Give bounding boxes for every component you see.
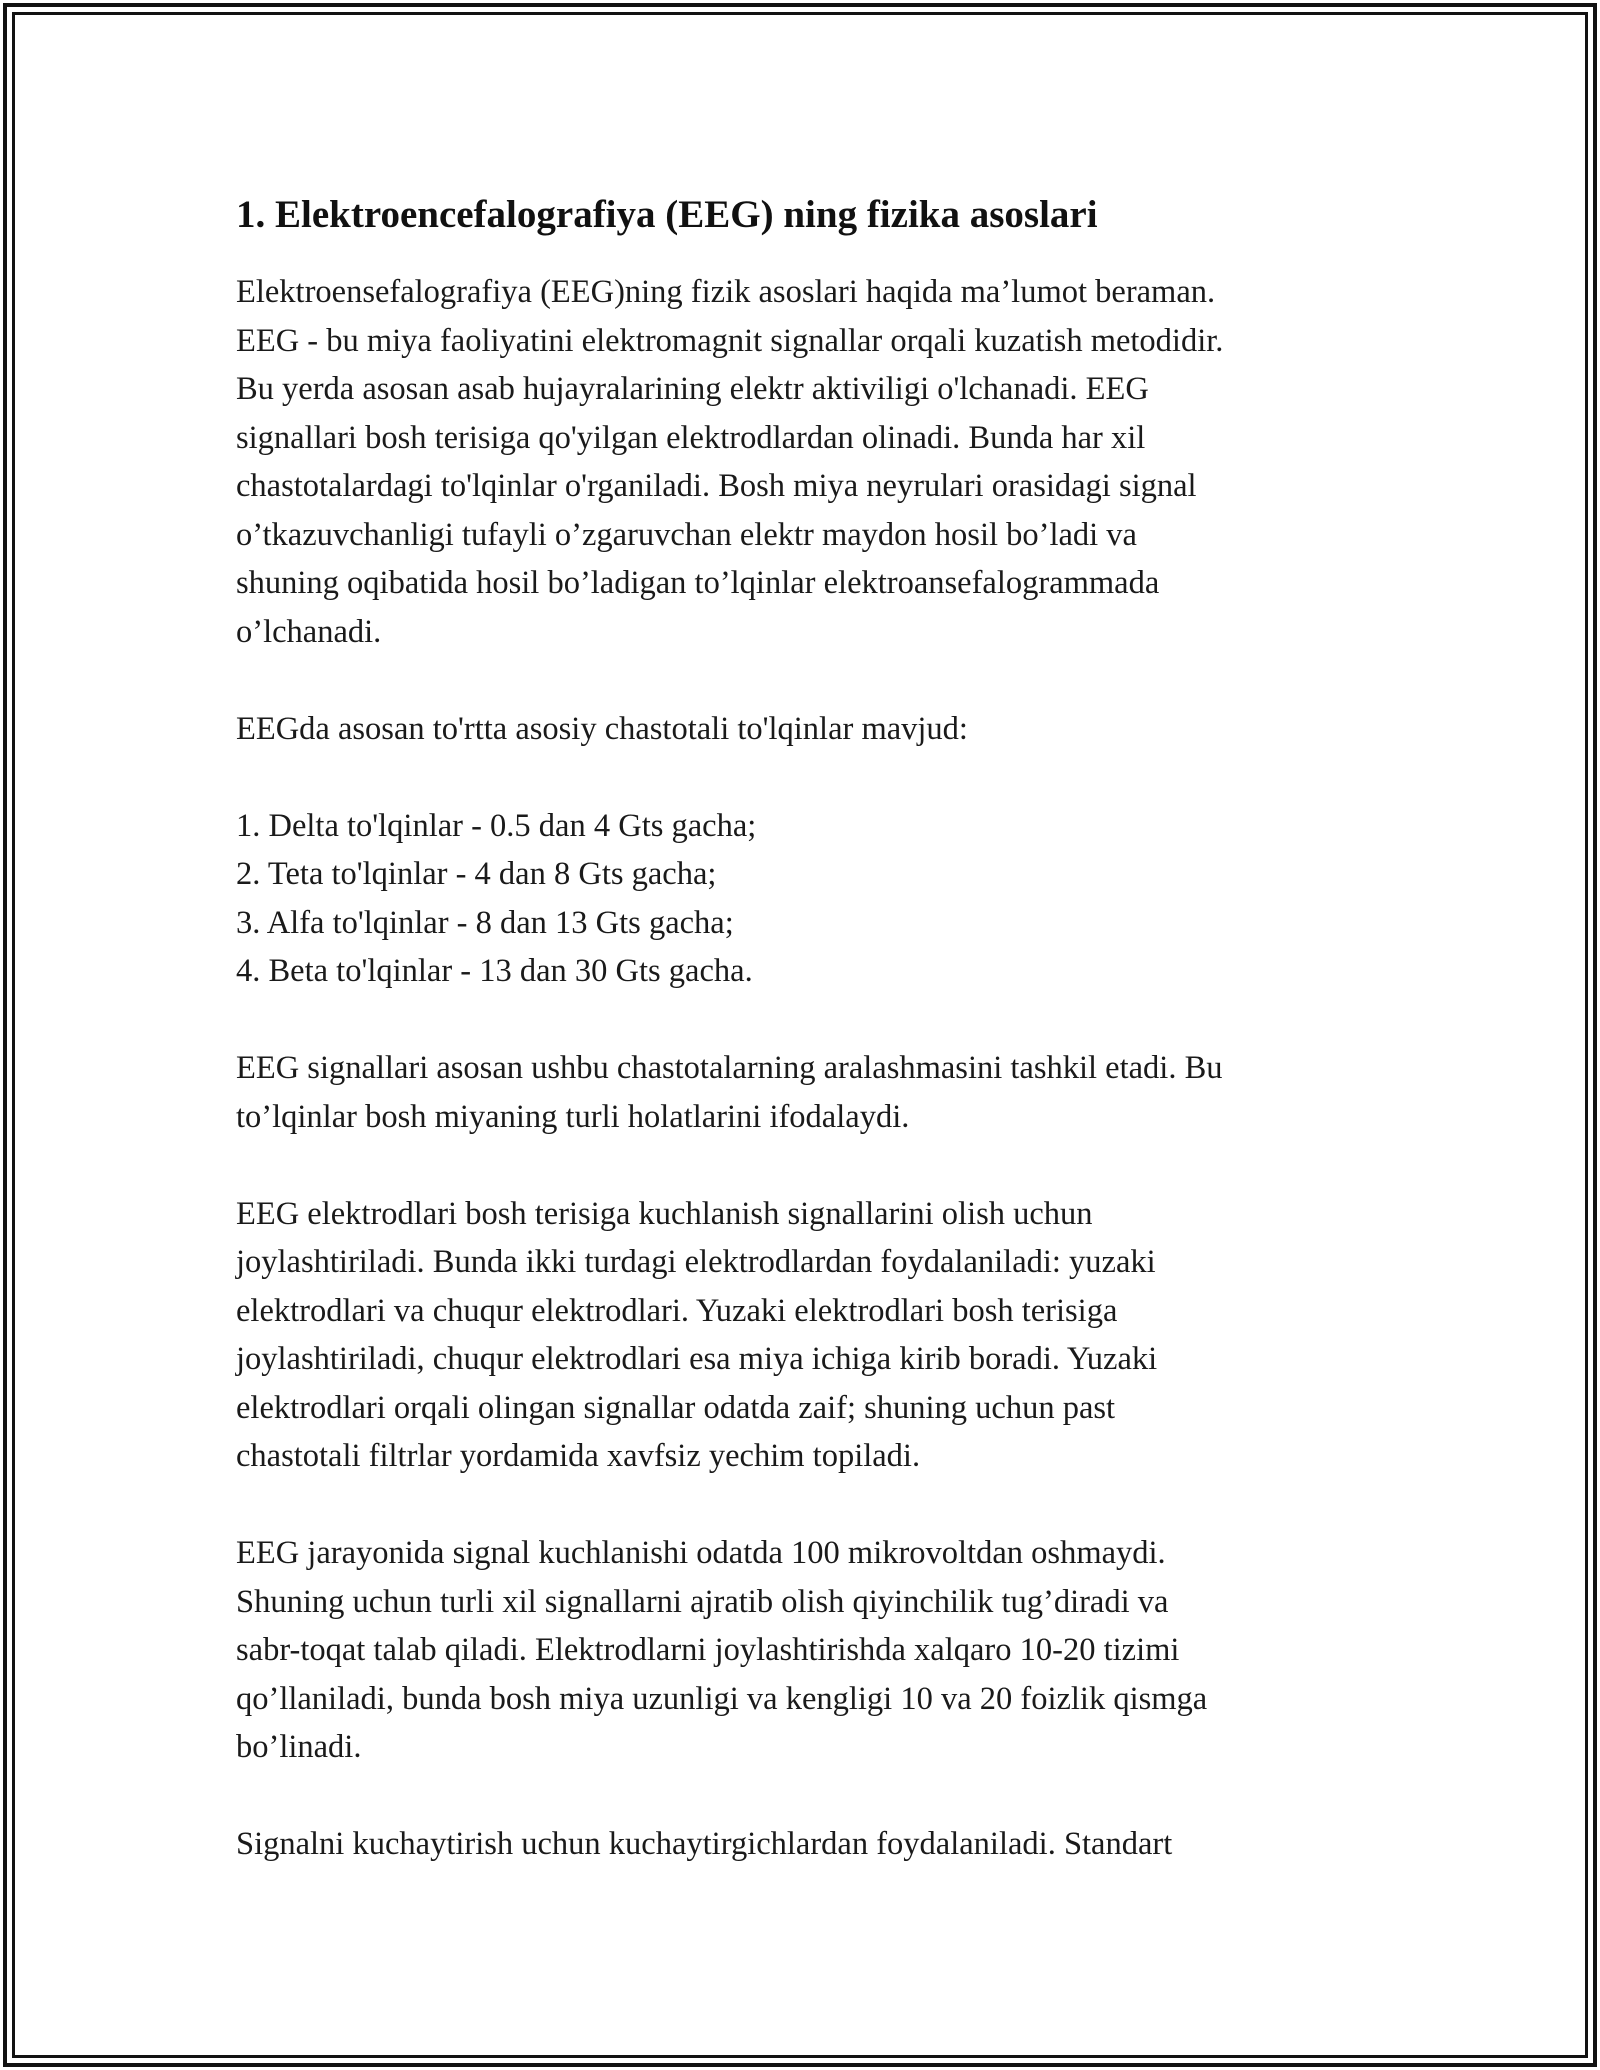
- wave-list-intro: EEGda asosan to'rtta asosiy chastotali to'lqinlar mavjud:: [236, 710, 968, 747]
- document-body: [236, 188, 1366, 1869]
- electrodes-paragraph: EEG elektrodlari bosh terisiga kuchlanish signallarini olish uchun joylashtiriladi. Bunda ikki turdagi elektrodlardan foydalaniladi: yuzaki elektrodlari va chuqur elektrodlari. Yuzaki elektrodlari bosh terisiga joylashtiriladi, chuqur elektrodlari esa miya ichiga kirib boradi. Yuzaki elektrodlari orqali olingan signallar odatda zaif; shuning uchun past chastotali filtrlar yordamida xavfsiz yechim topiladi.: [236, 1195, 1158, 1474]
- paragraph-spacer: [236, 1481, 1366, 1530]
- paragraph-spacer: [236, 1141, 1366, 1190]
- paragraph-spacer: [236, 753, 1366, 802]
- list-item-delta: 1. Delta to'lqinlar - 0.5 dan 4 Gts gacha;: [236, 807, 757, 844]
- mix-paragraph: EEG signallari asosan ushbu chastotalarning aralashmasini tashkil etadi. Bu to’lqinlar bosh miyaning turli holatlarini ifodalaydi.: [236, 1050, 1223, 1135]
- list-item-alpha: 3. Alfa to'lqinlar - 8 dan 13 Gts gacha;: [236, 904, 734, 941]
- list-item-theta: 2. Teta to'lqinlar - 4 dan 8 Gts gacha;: [236, 856, 717, 892]
- voltage-paragraph: EEG jarayonida signal kuchlanishi odatda 100 mikrovoltdan oshmaydi. Shuning uchun turli xil signallarni ajratib olish qiyinchilik tug’diradi va sabr-toqat talab qiladi. Elektrodlarni joylashtirishda xalqaro 10-20 tizimi qo’llaniladi, bunda bosh miya uzunligi va kengligi 10 va 20 foizlik qismga bo’linadi.: [236, 1535, 1208, 1765]
- list-item-beta: 4. Beta to'lqinlar - 13 dan 30 Gts gacha.: [236, 953, 753, 989]
- document-title: 1. Elektroencefalografiya (EEG) ning fizika asoslari: [236, 193, 1098, 236]
- intro-paragraph: Elektroensefalografiya (EEG)ning fizik asoslari haqida ma’lumot beraman. EEG - bu miya faoliyatini elektromagnit signallar orqali kuzatish metodidir. Bu yerda asosan asab hujayralarining elektr aktiviligi o'lchanadi. EEG signallari bosh terisiga qo'yilgan elektrodlardan olinadi. Bunda har xil chastotalardagi to'lqinlar o'rganiladi. Bosh miya neyrulari orasidagi signal o’tkazuvchanligi tufayli o’zgaruvchan elektr maydon hosil bo’ladi va shuning oqibatida hosil bo’ladigan to’lqinlar elektroansefalogrammada o’lchanadi.: [236, 274, 1224, 650]
- wave-list: [236, 802, 1366, 996]
- paragraph-spacer: [236, 996, 1366, 1045]
- paragraph-spacer: [236, 656, 1366, 705]
- amplify-paragraph: Signalni kuchaytirish uchun kuchaytirgichlardan foydalaniladi. Standart: [236, 1826, 1173, 1862]
- paragraph-spacer: [236, 1772, 1366, 1821]
